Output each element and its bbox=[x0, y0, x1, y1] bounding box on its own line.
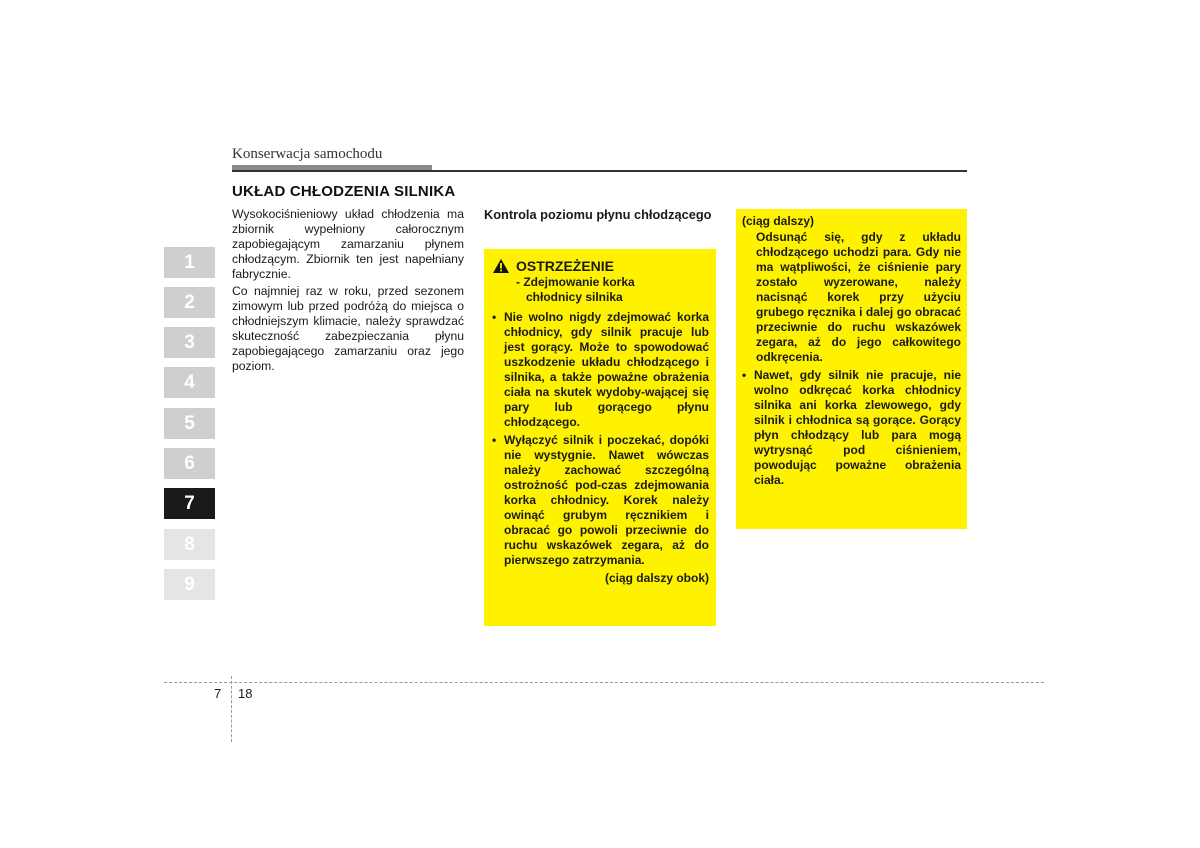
chapter-tab-9[interactable]: 9 bbox=[164, 569, 215, 600]
chapter-tab-2[interactable]: 2 bbox=[164, 287, 215, 318]
warning-bullet-list bbox=[492, 310, 709, 568]
continued-note: (ciąg dalszy obok) bbox=[604, 571, 709, 585]
warning-heading-text: OSTRZEŻENIE bbox=[516, 258, 615, 274]
footer-chapter-number: 7 bbox=[214, 686, 222, 701]
paragraph: Wysokociśnieniowy układ chłodzenia ma zbiornik wypełniony całorocznym zapobiegającym zamarzaniu płynem chłodzącym. Zbiornik ten jest napełniany fabrycznie. bbox=[232, 207, 464, 281]
paragraph: Co najmniej raz w roku, przed sezonem zimowym lub przed podróżą do miejsca o chłodniejszym klimacie, należy sprawdzać skuteczność zabezpieczania płynu zapobiegającego zamarzaniu oraz jego poziom. bbox=[232, 284, 464, 373]
warning-paragraph: Odsunąć się, gdy z układu chłodzącego uchodzi para. Gdy nie ma wątpliwości, że ciśnienie pary zostało wyzerowane, należy nacisnąć korek przy użyciu grubego ręcznika i dalej go obracać przeciwnie do ruchu wskazówek zegara, aż do jego całkowitego odkręcenia. bbox=[756, 230, 961, 364]
section-title: UKŁAD CHŁODZENIA SILNIKA bbox=[232, 183, 456, 200]
chapter-tab-8[interactable]: 8 bbox=[164, 529, 215, 560]
column-1-text bbox=[232, 207, 464, 376]
warning-subtitle-line2: chłodnicy silnika bbox=[526, 290, 623, 304]
footer-vertical-divider bbox=[231, 676, 232, 742]
list-item: • Wyłączyć silnik i poczekać, dopóki nie wystygnie. Nawet wówczas należy zachować szczególną ostrożność pod-czas zdejmowania korka chłodnicy. Korek należy owinąć grubym ręcznikiem i obracać go powoli przeciwnie do ruchu wskazówek zegara, aż do pierwszego zatrzymania. bbox=[492, 433, 709, 568]
subsection-title: Kontrola poziomu płynu chłodzącego bbox=[484, 207, 712, 222]
chapter-tab-7[interactable]: 7 bbox=[164, 488, 215, 519]
warning-triangle-icon bbox=[492, 258, 510, 274]
header-rule bbox=[232, 170, 967, 172]
chapter-tab-6[interactable]: 6 bbox=[164, 448, 215, 479]
footer-page-number: 18 bbox=[238, 686, 253, 701]
footer-divider bbox=[164, 682, 1044, 683]
warning-box bbox=[484, 249, 716, 626]
continued-label: (ciąg dalszy) bbox=[742, 214, 815, 228]
warning-subtitle-line1: - Zdejmowanie korka bbox=[516, 275, 635, 289]
chapter-tab-4[interactable]: 4 bbox=[164, 367, 215, 398]
list-item: • Nie wolno nigdy zdejmować korka chłodnicy, gdy silnik pracuje lub jest gorący. Może to spowodować uszkodzenie układu chłodzącego i silnika, a także poważne obrażenia ciała na skutek wydoby-wającej się pary lub gorącego płynu chłodzącego. bbox=[492, 310, 709, 430]
warning-subtitle bbox=[492, 275, 709, 305]
chapter-tab-3[interactable]: 3 bbox=[164, 327, 215, 358]
chapter-tab-1[interactable]: 1 bbox=[164, 247, 215, 278]
running-header: Konserwacja samochodu bbox=[232, 146, 383, 162]
list-item: • Nawet, gdy silnik nie pracuje, nie wolno odkręcać korka chłodnicy silnika ani korka zlewowego, gdy silnik i chłodnica są gorące. Gorący płyn chłodzący lub para mogą wytrysnąć pod ciśnieniem, powodując poważne obrażenia ciała. bbox=[742, 368, 961, 488]
warning-heading bbox=[492, 258, 709, 274]
chapter-tab-5[interactable]: 5 bbox=[164, 408, 215, 439]
warning-bullet-list bbox=[742, 368, 961, 488]
warning-box-continued bbox=[736, 209, 967, 529]
